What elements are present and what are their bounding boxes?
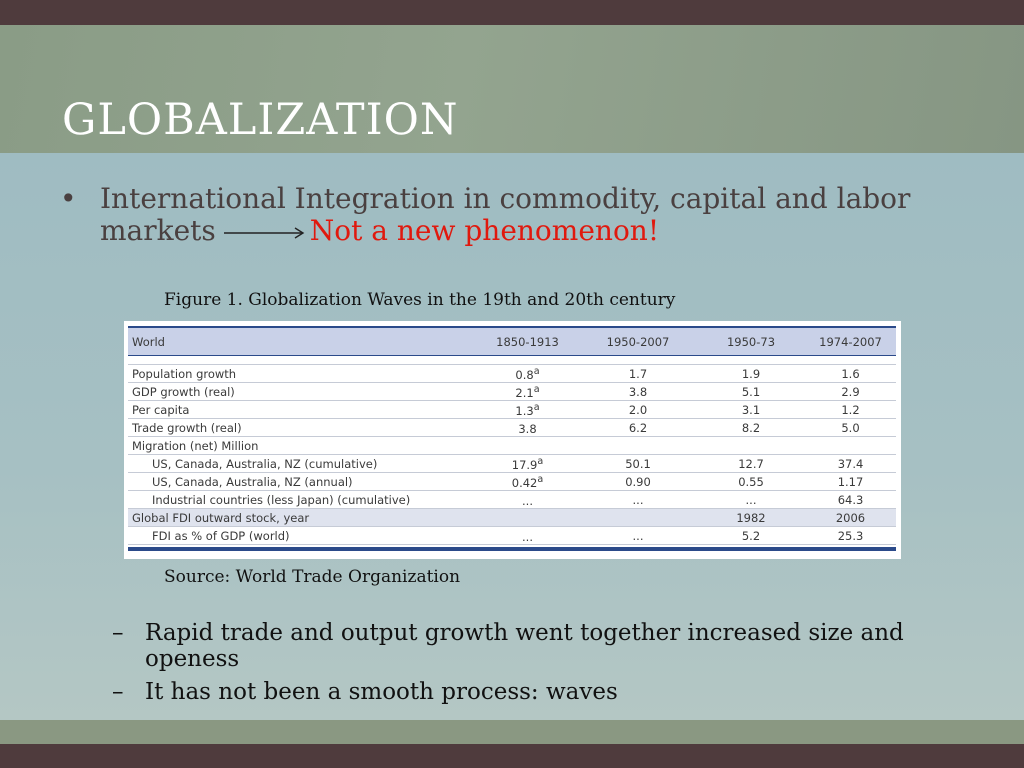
cell-1974-2007: 2006 [805,509,896,527]
bottom-band [0,720,1024,744]
sub-bullet-marker: – [112,620,124,646]
table-row [128,437,896,455]
table-row [128,491,896,509]
row-label: Trade growth (real) [128,419,476,437]
bullet-marker: • [60,182,77,215]
table-row [128,401,896,419]
table-row [128,455,896,473]
cell-1950-2007: ... [579,527,697,545]
col-header-1950-2007: 1950-2007 [606,334,670,349]
cell-1950-73: 3.1 [697,401,805,419]
table-row [128,365,896,383]
bullet-text-block [100,183,960,247]
cell-1974-2007 [805,437,896,455]
cell-1974-2007: 5.0 [805,419,896,437]
top-bar [0,0,1024,25]
bullet-text: International Integration in commodity, capital and labor markets [100,182,911,247]
table-row [128,527,896,545]
cell-1850-1913: 2.1$^a$ [476,383,579,401]
cell-1950-73: 12.7 [697,455,805,473]
cell-1950-73: 5.2 [697,527,805,545]
cell-1950-73: 8.2 [697,419,805,437]
cell-1850-1913: 17.9$^a$ [476,455,579,473]
cell-1950-2007 [579,437,697,455]
table-row [128,473,896,491]
cell-1950-2007: 3.8 [579,383,697,401]
cell-1850-1913 [476,437,579,455]
col-header-1950-73: 1950-73 [726,334,776,349]
cell-1950-73: 1982 [697,509,805,527]
sub-bullet-text: It has not been a smooth process: waves [145,679,618,705]
cell-1974-2007: 2.9 [805,383,896,401]
cell-1950-2007 [579,509,697,527]
row-label: FDI as % of GDP (world) [128,527,476,545]
table-bottom-rule [128,547,896,551]
sub-bullet-marker: – [112,679,124,705]
cell-1950-2007: 50.1 [579,455,697,473]
globalization-table [128,326,896,545]
bullet-highlight: Not a new phenomenon! [309,214,660,247]
cell-1950-2007: ... [579,491,697,509]
slide-title: GLOBALIZATION [62,95,459,145]
col-header-1974-2007: 1974-2007 [819,334,882,349]
row-label: Industrial countries (less Japan) (cumulative) [128,491,476,509]
cell-1850-1913: 0.42$^a$ [476,473,579,491]
row-label: US, Canada, Australia, NZ (cumulative) [128,455,476,473]
cell-1850-1913: 0.8$^a$ [476,365,579,383]
cell-1974-2007: 64.3 [805,491,896,509]
cell-1850-1913: 1.3$^a$ [476,401,579,419]
row-label: Per capita [128,401,476,419]
cell-1850-1913 [476,509,579,527]
data-table-image [124,321,901,559]
cell-1974-2007: 1.6 [805,365,896,383]
cell-1850-1913: 3.8 [476,419,579,437]
cell-1950-2007: 6.2 [579,419,697,437]
cell-1950-73: ... [697,491,805,509]
cell-1974-2007: 37.4 [805,455,896,473]
cell-1850-1913: ... [476,527,579,545]
row-label: Global FDI outward stock, year [128,509,476,527]
cell-1950-73: 1.9 [697,365,805,383]
table-row [128,509,896,527]
source-note: Source: World Trade Organization [164,567,461,587]
cell-1950-73 [697,437,805,455]
row-label: GDP growth (real) [128,383,476,401]
sub-bullet-text: Rapid trade and output growth went together increased size and openess [145,620,904,672]
cell-1974-2007: 1.2 [805,401,896,419]
table-row [128,419,896,437]
col-header-1850-1913: 1850-1913 [496,334,559,349]
row-label: US, Canada, Australia, NZ (annual) [128,473,476,491]
cell-1950-2007: 0.90 [579,473,697,491]
table-row [128,383,896,401]
right-arrow-icon [224,223,306,243]
bottom-bar [0,744,1024,768]
cell-1850-1913: ... [476,491,579,509]
col-header-world: World [132,334,165,349]
row-label: Population growth [128,365,476,383]
figure-caption: Figure 1. Globalization Waves in the 19th and 20th century [164,290,676,310]
cell-1950-2007: 1.7 [579,365,697,383]
cell-1950-73: 5.1 [697,383,805,401]
cell-1950-2007: 2.0 [579,401,697,419]
cell-1950-73: 0.55 [697,473,805,491]
cell-1974-2007: 1.17 [805,473,896,491]
table-header-row [128,327,896,356]
cell-1974-2007: 25.3 [805,527,896,545]
row-label: Migration (net) Million [128,437,476,455]
